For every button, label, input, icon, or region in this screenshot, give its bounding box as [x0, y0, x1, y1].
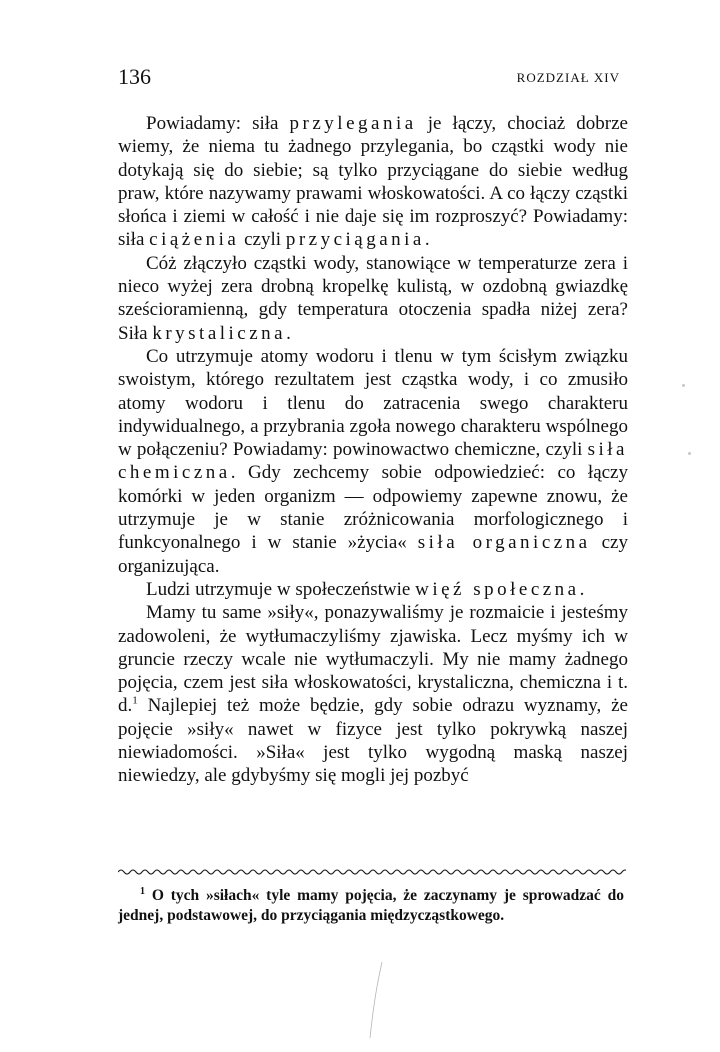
text-run: Co utrzymuje atomy wodoru i tlenu w tym ścisłym związku swoistym, którego rezultatem jest cząstka wody, i co zmusiło atomy wodoru i tlenu do zatracenia swego charakteru indywidualnego, a przybrania zgoła nowego charakteru wspólnego w połączeniu? Powiadamy: powinowactwo chemiczne, czyli — [118, 345, 628, 461]
text-run: Cóż złączyło cząstki wody, stanowiące w temperaturze zera i nieco wyżej zera drobną kropelkę kulistą, w ozdobną gwiazdkę sześcioramienną, gdy temperatura otoczenia spadła niżej zera? Siła — [118, 252, 628, 344]
spaced-emphasis: siła organiczna — [417, 532, 591, 554]
footnote-number: 1 — [140, 885, 145, 897]
paper-speck — [688, 452, 691, 455]
text-run: . — [286, 322, 291, 344]
paragraph — [118, 578, 628, 601]
text-run: . — [424, 229, 430, 251]
spaced-emphasis: przylegania — [289, 113, 417, 134]
paragraph — [118, 112, 628, 252]
footnote-text: O tych »siłach« tyle mamy pojęcia, że zaczynamy je sprowadzać do jednej, podstawowej, do przyciągania międzycząstkowego. — [118, 887, 624, 924]
text-run: . Gdy zechcemy sobie odpowiedzieć: co łączy komórki w jeden organizm — odpowiemy zapewne znowu, że utrzymuje je w stanie zróżnicowania morfologicznego i funkcyonalnego i w stanie »życia« — [118, 462, 628, 554]
text-run: czy organizująca. — [118, 532, 628, 577]
footnote-reference: 1 — [132, 695, 138, 708]
text-run: Ludzi utrzymuje w społeczeństwie — [146, 578, 416, 600]
footnote-separator — [118, 866, 626, 878]
page-header — [118, 64, 620, 94]
page-number: 136 — [118, 64, 151, 89]
footnote — [118, 886, 624, 926]
spaced-emphasis: więź społeczna — [415, 578, 580, 600]
paper-speck — [682, 384, 685, 387]
text-run: . — [579, 578, 585, 600]
running-head: ROZDZIAŁ XIV — [516, 70, 620, 85]
paper-scratch-mark — [360, 960, 390, 1040]
body-text — [118, 112, 628, 788]
spaced-emphasis: ciążenia — [149, 229, 240, 251]
paragraph — [118, 345, 628, 578]
text-run: czyli — [239, 229, 286, 251]
paragraph — [118, 601, 628, 787]
spaced-emphasis: krystaliczna — [152, 322, 287, 344]
text-run: Najlepiej też może będzie, gdy sobie odrazu wyznamy, że pojęcie »siły« nawet w fizyce jest tylko pokrywką naszej niewiadomości. »Siła« jest tylko wygodną maską naszej niewiedzy, ale gdybyśmy się mogli jej pozbyć — [118, 695, 628, 787]
spaced-emphasis: przyciągania — [285, 229, 425, 251]
text-run: je łączy, chociaż dobrze wiemy, że niema tu żadnego przylegania, bo cząstki wody nie dotykają się do siebie; są tylko przyciągane do siebie według praw, które nazywamy prawami włoskowatości. A co łączy cząstki słońca i ziemi w całość i nie daje się im rozproszyć? Powiadamy: siła — [118, 113, 628, 251]
paragraph — [118, 252, 628, 345]
text-run: Powiadamy: siła — [146, 113, 290, 134]
text-run: Mamy tu same »siły«, ponazywaliśmy je rozmaicie i jesteśmy zadowoleni, że wytłumaczyliśmy zjawiska. Lecz myśmy ich w gruncie rzeczy wcale nie wytłumaczyli. My nie mamy żadnego pojęcia, czem jest siła włoskowatości, krystaliczna, chemiczna i t. d. — [118, 602, 628, 717]
spaced-emphasis: siła chemiczna — [118, 439, 628, 484]
